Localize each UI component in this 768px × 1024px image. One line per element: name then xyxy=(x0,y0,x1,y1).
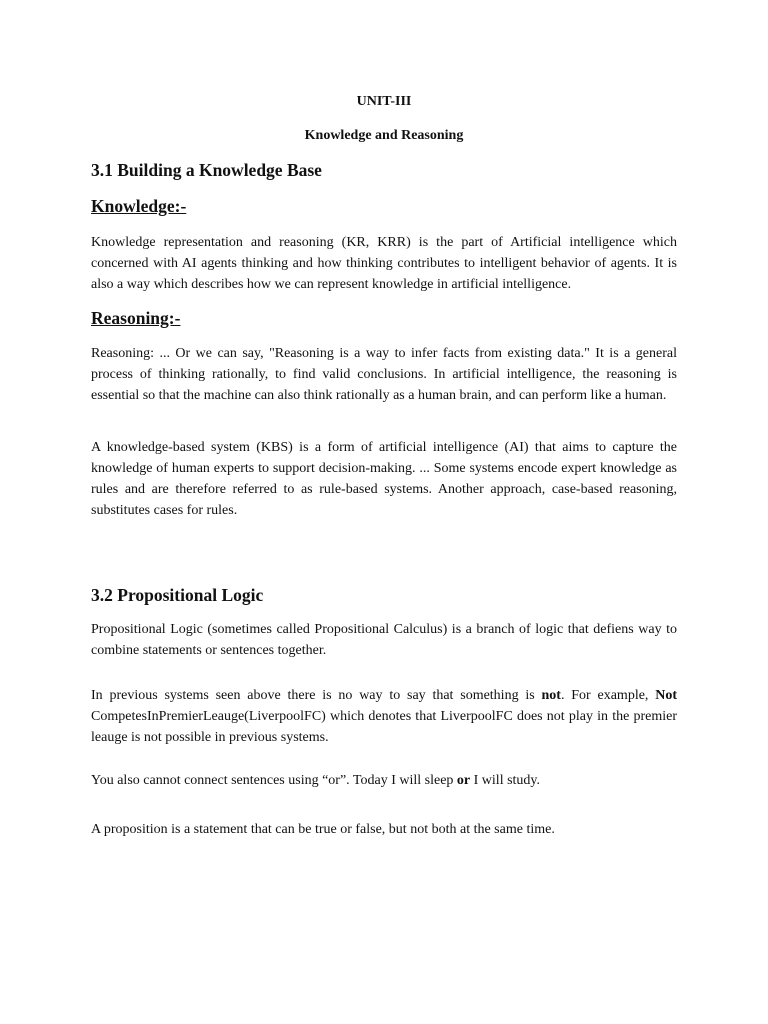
reasoning-heading: Reasoning:- xyxy=(91,308,181,328)
disjunction-text-2: I will study. xyxy=(470,773,541,788)
unit-title: UNIT-III xyxy=(356,94,412,109)
negation-bold-not: not xyxy=(541,688,561,703)
document-subtitle: Knowledge and Reasoning xyxy=(304,128,464,143)
kbs-paragraph: A knowledge-based system (KBS) is a form of artificial intelligence (AI) that aims to capture the knowledge of human experts to support decision-making. ... Some systems encode expert knowledge as rules and are therefore referred to as rule-based systems. Another approach, case-based reasoning, substitutes cases for rules. xyxy=(91,440,677,518)
negation-paragraph xyxy=(91,685,677,748)
disjunction-paragraph xyxy=(91,770,677,791)
proposition-definition-paragraph: A proposition is a statement that can be true or false, but not both at the same time. xyxy=(91,822,555,837)
negation-bold-not-2: Not xyxy=(655,688,678,703)
reasoning-paragraph: Reasoning: ... Or we can say, "Reasoning is a way to infer facts from existing data." It is a general process of thinking rationally, to find valid conclusions. In artificial intelligence, the reasoning is essential so that the machine can also think rationally as a human brain, and can perform like a human. xyxy=(91,346,677,403)
negation-text-1: In previous systems seen above there is no way to say that something is xyxy=(91,688,542,703)
knowledge-heading: Knowledge:- xyxy=(91,196,187,216)
section-heading-3-2: 3.2 Propositional Logic xyxy=(91,585,264,605)
disjunction-text-1: You also cannot connect sentences using “or”. Today I will sleep xyxy=(91,773,457,788)
negation-text-2: . For example, xyxy=(560,688,656,703)
section-heading-3-1: 3.1 Building a Knowledge Base xyxy=(91,160,322,180)
disjunction-bold-or: or xyxy=(456,773,471,788)
propositional-intro-paragraph: Propositional Logic (sometimes called Propositional Calculus) is a branch of logic that defiens way to combine statements or sentences together. xyxy=(91,622,677,658)
negation-text-3: CompetesInPremierLeauge(LiverpoolFC) which denotes that LiverpoolFC does not play in the premier leauge is not possible in previous systems. xyxy=(91,709,677,745)
knowledge-paragraph: Knowledge representation and reasoning (KR, KRR) is the part of Artificial intelligence which concerned with AI agents thinking and how thinking contributes to intelligent behavior of agents. It is also a way which describes how we can represent knowledge in artificial intelligence. xyxy=(91,235,677,292)
